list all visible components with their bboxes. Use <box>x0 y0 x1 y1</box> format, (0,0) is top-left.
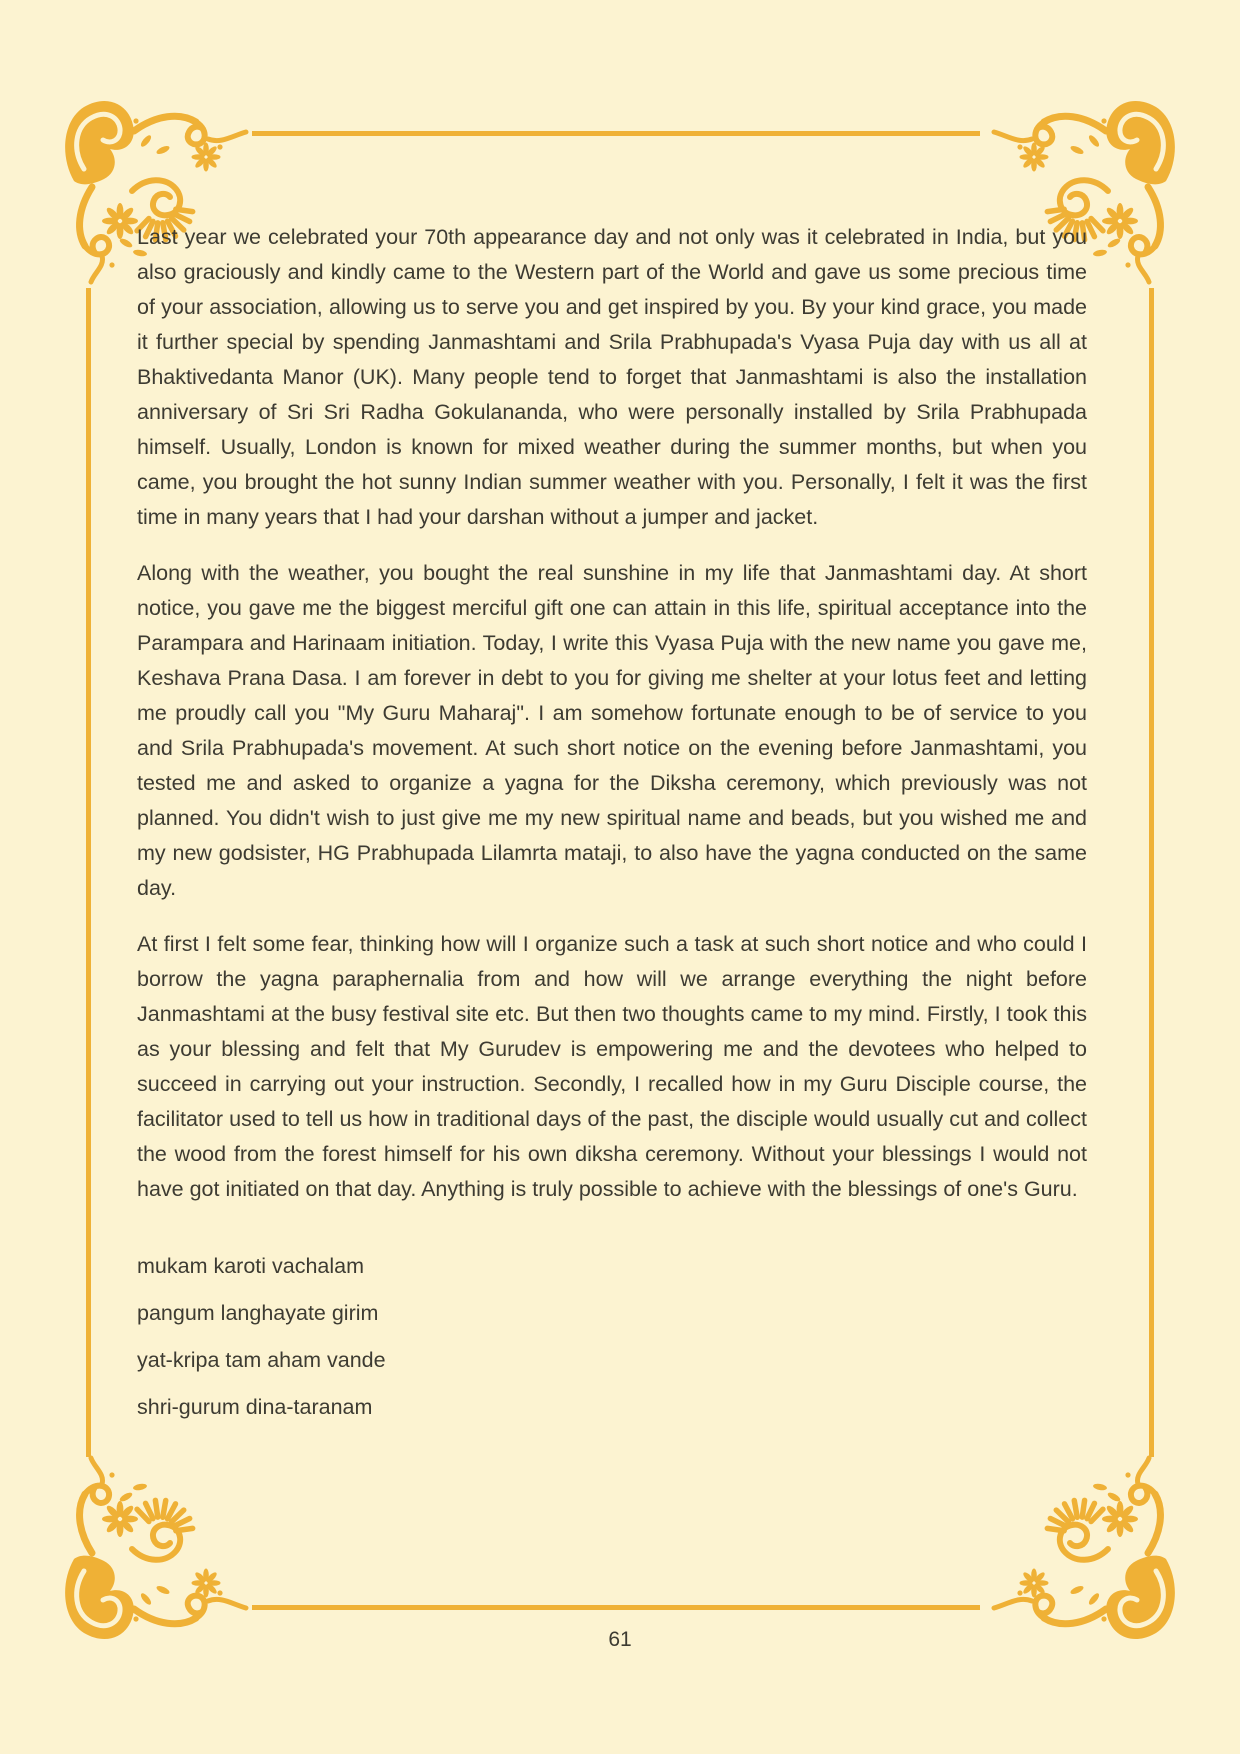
sanskrit-verse-block <box>137 1249 1087 1425</box>
floral-corner-ornament-bottom-left-icon <box>60 1455 250 1645</box>
letter-paragraph: Along with the weather, you bought the real sunshine in my life that Janmashtami day. At short notice, you gave me the biggest merciful gift one can attain in this life, spiritual acceptance into the Parampara and Harinaam initiation. Today, I write this Vyasa Puja with the new name you gave me, Keshava Prana Dasa. I am forever in debt to you for giving me shelter at your lotus feet and letting me proudly call you "My Guru Maharaj". I am somehow fortunate enough to be of service to you and Srila Prabhupada's movement. At such short notice on the evening before Janmashtami, you tested me and asked to organize a yagna for the Diksha ceremony, which previously was not planned. You didn't wish to just give me my new spiritual name and beads, but you wished me and my new godsister, HG Prabhupada Lilamrta mataji, to also have the yagna conducted on the same day. <box>137 561 1087 900</box>
verse-line: shri-gurum dina-taranam <box>137 1395 373 1419</box>
letter-paragraph: Last year we celebrated your 70th appearance day and not only was it celebrated in India, but you also graciously and kindly came to the Western part of the World and gave us some precious time of your association, allowing us to serve you and get inspired by you. By your kind grace, you made it further special by spending Janmashtami and Srila Prabhupada's Vyasa Puja day with us all at Bhaktivedanta Manor (UK). Many people tend to forget that Janmashtami is also the installation anniversary of Sri Sri Radha Gokulananda, who were personally installed by Srila Prabhupada himself. Usually, London is known for mixed weather during the summer months, but when you came, you brought the hot sunny Indian summer weather with you. Personally, I felt it was the first time in many years that I had your darshan without a jumper and jacket. <box>137 225 1087 529</box>
verse-line: mukam karoti vachalam <box>137 1254 365 1278</box>
frame-border-top <box>252 131 980 136</box>
verse-line: yat-kripa tam aham vande <box>137 1348 386 1372</box>
frame-border-left <box>86 288 91 1457</box>
letter-paragraph: At first I felt some fear, thinking how will I organize such a task at such short notice and who could I borrow the yagna paraphernalia from and how will we arrange everything the night before Janmashtami at the busy festival site etc. But then two thoughts came to my mind. Firstly, I took this as your blessing and felt that My Gurudev is empowering me and the devotees who helped to succeed in carrying out your instruction. Secondly, I recalled how in my Guru Disciple course, the facilitator used to tell us how in traditional days of the past, the disciple would usually cut and collect the wood from the forest himself for his own diksha ceremony. Without your blessings I would not have got initiated on that day. Anything is truly possible to achieve with the blessings of one's Guru. <box>137 932 1087 1201</box>
floral-corner-ornament-bottom-right-icon <box>990 1455 1180 1645</box>
page-number: 61 <box>608 1628 632 1651</box>
frame-border-right <box>1149 288 1154 1457</box>
frame-border-bottom <box>252 1605 980 1610</box>
verse-line: pangum langhayate girim <box>137 1301 379 1325</box>
letter-body <box>137 220 1087 1437</box>
